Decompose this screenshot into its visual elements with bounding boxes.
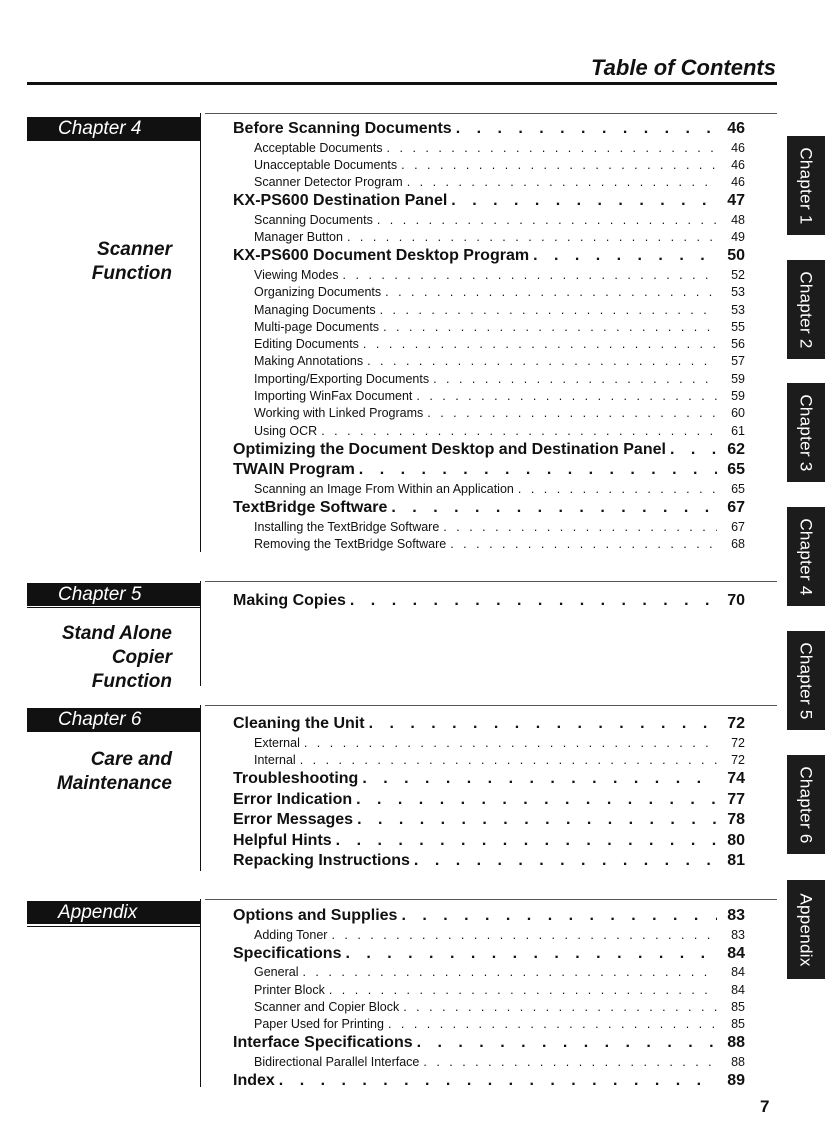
dot-leader: [298, 964, 717, 981]
dot-leader: [317, 423, 717, 440]
side-tab: [787, 880, 825, 979]
toc-entry-page: 77: [727, 790, 745, 808]
toc-entry-page: 48: [731, 212, 745, 227]
dot-leader: [423, 405, 717, 422]
toc-entry-label: Repacking Instructions: [233, 852, 410, 870]
section-divider-line: [200, 705, 201, 871]
dot-leader: [325, 982, 717, 999]
toc-entry-page: 65: [731, 481, 745, 496]
chapter-badge-rule: [27, 926, 200, 927]
dot-leader: [379, 319, 717, 336]
toc-entry-page: 74: [727, 770, 745, 788]
toc-entry-page: 57: [731, 354, 745, 369]
toc-subentry: [233, 752, 745, 769]
toc-entry-label: Organizing Documents: [254, 285, 382, 300]
toc-entry-label: Paper Used for Printing: [254, 1017, 384, 1032]
toc-subentry: [233, 735, 745, 752]
toc-entry-label: Scanning an Image From Within an Application: [254, 481, 514, 496]
dot-leader: [353, 810, 717, 831]
toc-heading-entry: [233, 460, 745, 481]
side-tab-label: Chapter 5: [797, 641, 817, 720]
toc-entry-list: [233, 119, 745, 553]
toc-entry-page: 49: [731, 230, 745, 245]
side-tab: [787, 136, 825, 235]
toc-subentry: [233, 174, 745, 191]
dot-leader: [332, 831, 717, 852]
dot-leader: [413, 1033, 717, 1054]
toc-subentry: [233, 405, 745, 422]
dot-leader: [384, 1016, 717, 1033]
toc-entry-label: Scanner Detector Program: [254, 175, 403, 190]
toc-entry-page: 84: [727, 944, 745, 962]
toc-entry-page: 88: [727, 1034, 745, 1052]
side-tab: [787, 507, 825, 606]
toc-subentry: [233, 212, 745, 229]
toc-entry-page: 67: [727, 499, 745, 517]
toc-heading-entry: [233, 591, 745, 612]
toc-entry-page: 80: [727, 831, 745, 849]
dot-leader: [397, 906, 717, 927]
toc-heading-entry: [233, 851, 745, 872]
dot-leader: [358, 769, 717, 790]
toc-entry-page: 60: [731, 406, 745, 421]
toc-subentry: [233, 519, 745, 536]
side-tab-label: Chapter 1: [797, 146, 817, 225]
toc-subentry: [233, 267, 745, 284]
dot-leader: [346, 591, 717, 612]
section-divider-line: [200, 581, 201, 686]
toc-entry-page: 59: [731, 389, 745, 404]
toc-entry-page: 68: [731, 537, 745, 552]
toc-entry-list: [233, 906, 745, 1092]
toc-entry-label: Error Indication: [233, 790, 353, 808]
toc-entry-page: 46: [731, 140, 745, 155]
toc-heading-entry: [233, 1071, 745, 1092]
toc-entry-label: Multi-page Documents: [254, 319, 380, 334]
dot-leader: [429, 371, 717, 388]
dot-leader: [446, 536, 717, 553]
toc-entry-label: KX-PS600 Destination Panel: [233, 192, 448, 210]
dot-leader: [363, 353, 717, 370]
dot-leader: [300, 735, 717, 752]
toc-entry-label: Optimizing the Document Desktop and Destination Panel: [233, 440, 666, 458]
chapter-caption-line: Scanner: [97, 239, 172, 260]
toc-entry-page: 56: [731, 337, 745, 352]
toc-entry-page: 83: [727, 907, 745, 924]
toc-entry-label: External: [254, 735, 300, 750]
chapter-badge: Chapter 4: [27, 117, 200, 140]
toc-entry-label: Importing WinFax Document: [254, 389, 413, 404]
toc-heading-entry: [233, 1033, 745, 1054]
chapter-badge: Appendix: [27, 901, 200, 924]
side-tab-label: Chapter 3: [797, 393, 817, 472]
toc-entry-label: Printer Block: [254, 982, 325, 997]
section-rule: [205, 899, 777, 900]
toc-entry-label: Options and Supplies: [233, 907, 398, 924]
toc-entry-label: TWAIN Program: [233, 461, 355, 479]
toc-heading-entry: [233, 714, 745, 735]
toc-subentry: [233, 157, 745, 174]
chapter-badge-rule: [27, 607, 200, 608]
dot-leader: [403, 174, 717, 191]
dot-leader: [387, 498, 717, 519]
toc-entry-label: Installing the TextBridge Software: [254, 519, 440, 534]
chapter-caption-line: Maintenance: [56, 773, 172, 794]
dot-leader: [452, 119, 717, 140]
toc-entry-page: 62: [727, 440, 745, 458]
toc-subentry: [233, 319, 745, 336]
dot-leader: [666, 440, 717, 461]
toc-entry-page: 70: [727, 592, 745, 609]
toc-entry-label: Unacceptable Documents: [254, 157, 398, 172]
toc-entry-label: Index: [233, 1072, 275, 1090]
dot-leader: [376, 302, 717, 319]
chapter-badge: Chapter 6: [27, 708, 200, 731]
dot-leader: [359, 336, 717, 353]
toc-entry-page: 55: [731, 319, 745, 334]
chapter-caption-line: Copier: [111, 647, 172, 668]
toc-entry-page: 53: [731, 302, 745, 317]
dot-leader: [383, 140, 717, 157]
toc-subentry: [233, 982, 745, 999]
dot-leader: [514, 481, 717, 498]
toc-entry-page: 84: [731, 982, 745, 997]
dot-leader: [343, 229, 717, 246]
dot-leader: [339, 267, 717, 284]
side-tab-label: Appendix: [797, 892, 817, 967]
toc-heading-entry: [233, 790, 745, 811]
toc-entry-label: Error Messages: [233, 811, 354, 829]
toc-entry-page: 72: [731, 735, 745, 750]
toc-entry-label: Removing the TextBridge Software: [254, 537, 447, 552]
toc-entry-label: Making Copies: [233, 592, 346, 609]
toc-entry-label: KX-PS600 Document Desktop Program: [233, 247, 530, 265]
toc-subentry: [233, 423, 745, 440]
toc-entry-label: Managing Documents: [254, 302, 376, 317]
toc-entry-label: Scanner and Copier Block: [254, 999, 400, 1014]
toc-subentry: [233, 1054, 745, 1071]
dot-leader: [365, 714, 717, 735]
section-rule: [205, 113, 777, 114]
section-rule: [205, 581, 777, 582]
toc-entry-label: Interface Specifications: [233, 1034, 413, 1052]
chapter-caption-line: Care and: [90, 749, 172, 770]
toc-entry-label: Troubleshooting: [233, 770, 359, 788]
toc-heading-entry: [233, 810, 745, 831]
toc-subentry: [233, 353, 745, 370]
toc-entry-label: Acceptable Documents: [254, 140, 383, 155]
toc-subentry: [233, 388, 745, 405]
toc-entry-page: 72: [731, 752, 745, 767]
toc-entry-page: 67: [731, 519, 745, 534]
toc-entry-label: Scanning Documents: [254, 212, 373, 227]
dot-leader: [419, 1054, 717, 1071]
toc-entry-label: General: [254, 965, 299, 980]
toc-subentry: [233, 229, 745, 246]
chapter-caption: [57, 748, 172, 796]
toc-subentry: [233, 481, 745, 498]
side-tab-label: Chapter 2: [797, 270, 817, 349]
dot-leader: [447, 191, 717, 212]
toc-entry-label: Adding Toner: [254, 927, 328, 942]
dot-leader: [410, 851, 717, 872]
dot-leader: [439, 519, 717, 536]
side-tab: [787, 260, 825, 359]
toc-entry-label: Internal: [254, 752, 296, 767]
toc-entry-page: 78: [727, 811, 745, 829]
toc-subentry: [233, 927, 745, 944]
toc-entry-label: Bidirectional Parallel Interface: [254, 1054, 420, 1069]
toc-entry-label: Importing/Exporting Documents: [254, 371, 430, 386]
toc-heading-entry: [233, 769, 745, 790]
toc-subentry: [233, 371, 745, 388]
toc-entry-page: 46: [727, 120, 745, 137]
dot-leader: [412, 388, 717, 405]
chapter-badge: Chapter 5: [27, 583, 200, 606]
dot-leader: [341, 944, 717, 965]
chapter-caption-line: Stand Alone: [61, 623, 172, 644]
chapter-badge-rule: [27, 140, 200, 141]
page-title: Table of Contents: [591, 55, 776, 80]
toc-entry-page: 46: [731, 157, 745, 172]
toc-entry-label: Manager Button: [254, 230, 343, 245]
toc-heading-entry: [233, 944, 745, 965]
toc-subentry: [233, 302, 745, 319]
side-tab: [787, 755, 825, 854]
toc-entry-label: Before Scanning Documents: [233, 120, 452, 137]
toc-heading-entry: [233, 906, 745, 927]
dot-leader: [355, 460, 717, 481]
toc-subentry: [233, 536, 745, 553]
page-number: 7: [760, 1097, 770, 1116]
toc-heading-entry: [233, 498, 745, 519]
dot-leader: [381, 284, 717, 301]
toc-subentry: [233, 999, 745, 1016]
dot-leader: [397, 157, 717, 174]
toc-entry-label: Viewing Modes: [254, 267, 339, 282]
section-divider-line: [200, 899, 201, 1087]
chapter-caption: [92, 238, 172, 286]
chapter-badge-rule: [27, 731, 200, 732]
toc-entry-label: Cleaning the Unit: [233, 715, 365, 732]
toc-entry-page: 50: [727, 247, 745, 265]
toc-entry-label: Helpful Hints: [233, 831, 332, 849]
header-rule: [27, 82, 777, 85]
dot-leader: [296, 752, 717, 769]
toc-entry-page: 83: [731, 927, 745, 942]
section-rule: [205, 705, 777, 706]
toc-entry-list: [233, 714, 745, 872]
toc-entry-page: 59: [731, 371, 745, 386]
toc-entry-label: TextBridge Software: [233, 499, 388, 517]
toc-subentry: [233, 1016, 745, 1033]
toc-subentry: [233, 336, 745, 353]
dot-leader: [275, 1071, 717, 1092]
toc-entry-list: [233, 591, 745, 612]
toc-entry-label: Using OCR: [254, 423, 318, 438]
chapter-caption-line: Function: [91, 263, 172, 284]
chapter-caption: [62, 622, 172, 694]
side-tab: [787, 631, 825, 730]
toc-entry-page: 84: [731, 965, 745, 980]
toc-heading-entry: [233, 831, 745, 852]
toc-entry-label: Editing Documents: [254, 337, 359, 352]
side-tab-label: Chapter 6: [797, 765, 817, 844]
chapter-caption-line: Function: [91, 671, 172, 692]
toc-entry-page: 89: [727, 1072, 745, 1090]
toc-entry-page: 65: [727, 461, 745, 479]
toc-subentry: [233, 964, 745, 981]
toc-entry-page: 61: [731, 423, 745, 438]
toc-entry-page: 53: [731, 285, 745, 300]
toc-entry-page: 52: [731, 267, 745, 282]
toc-entry-page: 81: [727, 852, 745, 870]
toc-heading-entry: [233, 119, 745, 140]
dot-leader: [352, 790, 717, 811]
toc-heading-entry: [233, 246, 745, 267]
toc-entry-page: 88: [731, 1054, 745, 1069]
toc-entry-label: Making Annotations: [254, 354, 364, 369]
toc-heading-entry: [233, 440, 745, 461]
toc-entry-page: 72: [727, 715, 745, 732]
toc-entry-label: Working with Linked Programs: [254, 406, 424, 421]
dot-leader: [529, 246, 717, 267]
toc-entry-label: Specifications: [233, 944, 342, 962]
side-tab: [787, 383, 825, 482]
side-tab-label: Chapter 4: [797, 517, 817, 596]
toc-entry-page: 85: [731, 999, 745, 1014]
toc-entry-page: 85: [731, 1017, 745, 1032]
section-divider-line: [200, 113, 201, 552]
toc-subentry: [233, 140, 745, 157]
toc-entry-page: 46: [731, 175, 745, 190]
toc-entry-page: 47: [727, 192, 745, 210]
toc-subentry: [233, 284, 745, 301]
dot-leader: [327, 927, 717, 944]
toc-heading-entry: [233, 191, 745, 212]
dot-leader: [373, 212, 717, 229]
dot-leader: [399, 999, 717, 1016]
